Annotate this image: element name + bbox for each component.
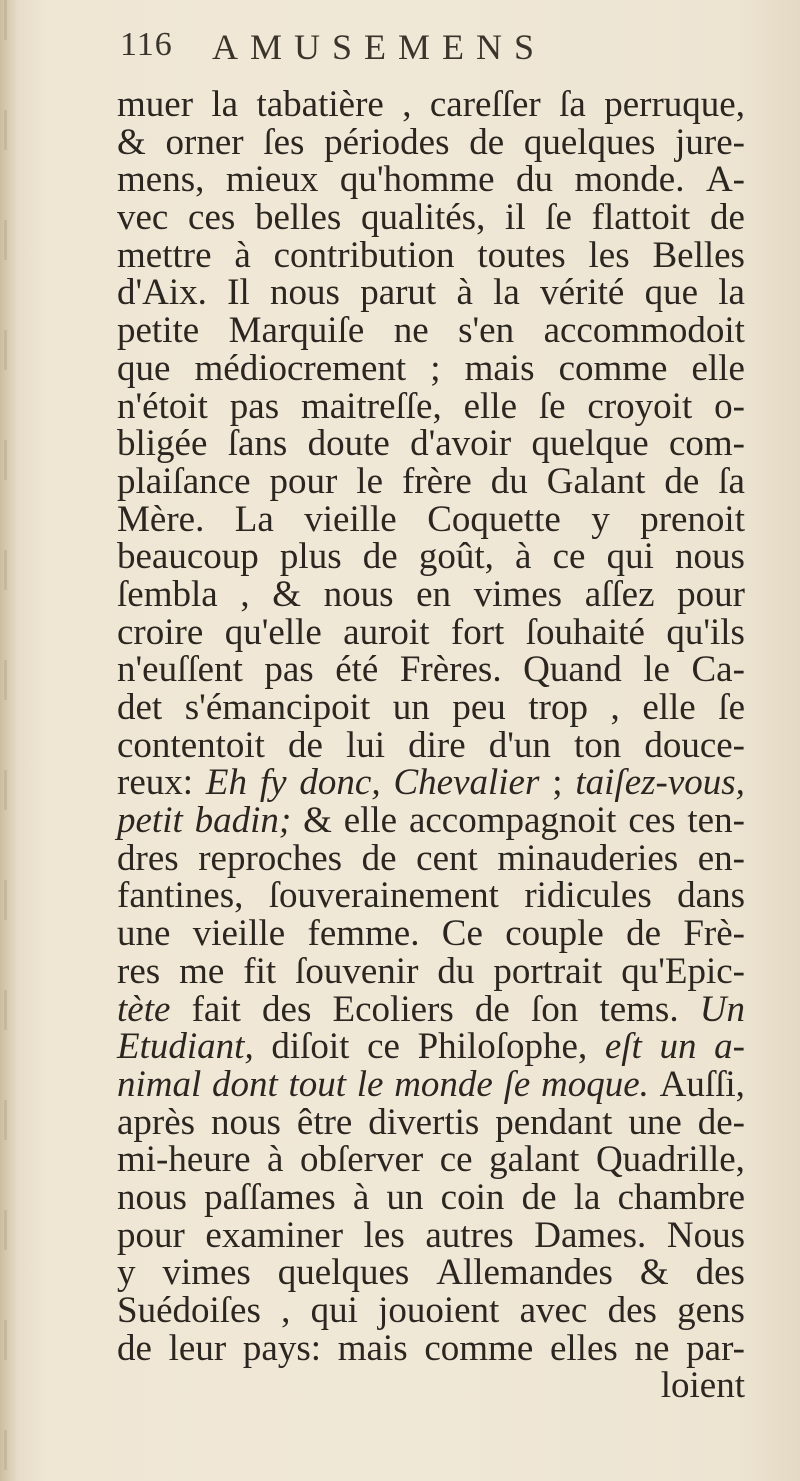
text-line: nous paſſames à un coin de la chambre [117,1176,745,1218]
text-line: petite Marquiſe ne s'en accommodoit [117,310,745,352]
text-line: après nous être divertis pendant une de- [117,1101,745,1143]
text-line: ſembla , & nous en vimes aſſez pour [117,573,745,615]
text-line: bligée ſans doute d'avoir quelque com- [117,423,745,465]
text-line: n'étoit pas maitreſſe, elle ſe croyoit o- [117,385,745,427]
text-line: n'euſſent pas été Frères. Quand le Ca- [117,649,745,691]
text-line: nimal dont tout le monde ſe moque. Auſſi, [117,1063,745,1105]
text-line: det s'émancipoit un peu trop , elle ſe [117,687,745,728]
body-text [117,86,745,1405]
text-line: mi-heure à obſerver ce galant Quadrille, [117,1139,745,1181]
text-line: y vimes quelques Allemandes & des [117,1252,745,1294]
text-line: croire qu'elle auroit fort ſouhaité qu'ils [117,611,745,653]
text-line: muer la tabatière , careſſer ſa perruque, [117,84,745,125]
text-line: & orner ſes périodes de quelques jure- [117,121,745,163]
text-line: plaiſance pour le frère du Galant de ſa [117,460,745,502]
text-line: petit badin; & elle accompagnoit ces ten- [117,800,745,842]
text-line: Etudiant, diſoit ce Philoſophe, eſt un a- [117,1026,745,1068]
text-line: reux: Eh fy donc, Chevalier ; taiſez-vous, [117,762,745,804]
page-edge [0,0,18,1481]
text-line: loient [660,1365,745,1407]
text-line: d'Aix. Il nous parut à la vérité que la [117,272,745,314]
page-number: 116 [120,26,173,63]
text-line: une vieille femme. Ce couple de Frè- [117,913,745,955]
text-line: Mère. La vieille Coquette y prenoit [117,498,745,540]
text-line: contentoit de lui dire d'un ton douce- [117,724,745,766]
text-line: mens, mieux qu'homme du monde. A- [117,159,745,201]
text-line: Suédoiſes , qui jouoient avec des gens [117,1290,745,1331]
running-head: AMUSEMENS [212,27,547,67]
spine-shadow [4,0,7,1481]
text-line: que médiocrement ; mais comme elle [117,347,745,389]
text-line: beaucoup plus de goût, à ce qui nous [117,536,745,578]
text-line: res me fit ſouvenir du portrait qu'Epic- [117,950,745,992]
text-line: dres reproches de cent minauderies en- [117,837,745,879]
text-line: mettre à contribution toutes les Belles [117,234,745,276]
text-line: tète fait des Ecoliers de ſon tems. Un [117,988,745,1030]
text-line: vec ces belles qualités, il ſe flattoit de [117,197,745,239]
page-header [120,26,680,66]
text-line: de leur pays: mais comme elles ne par- [117,1327,745,1369]
text-line: fantines, ſouverainement ridicules dans [117,875,745,917]
text-line: pour examiner les autres Dames. Nous [117,1214,745,1256]
